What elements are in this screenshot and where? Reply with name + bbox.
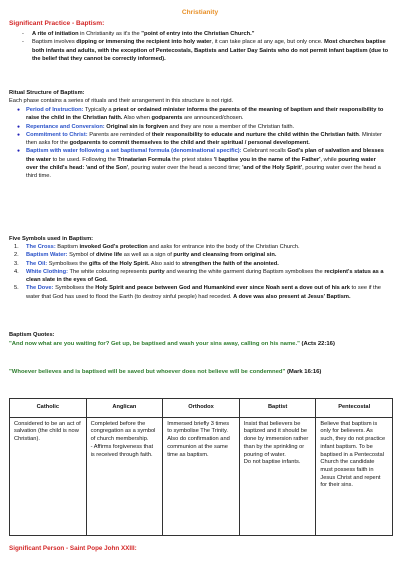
table-header: Anglican [86,399,163,418]
ritual-item: ● Commitment to Christ: Parents are reminded of their responsibility to educate and nurture the child within the Christian faith. Minister then asks for the godparents to commit themselves to the child and their spiritual / personal development. [9,131,389,148]
ritual-item: ● Repentance and Conversion: Original sin is forgiven and they are now a member of the Christian faith. [9,123,389,131]
quote-acts: "And now what are you waiting for? Get up, be baptised and wash your sins away, calling on his name." (Acts 22:16) [9,341,335,347]
next-section-heading: Significant Person - Saint Pope John XXIII: [9,545,137,552]
table-cell: Insist that believers be baptized and it should be done by immersion rather than by the sprinkling or pouring of water. Do not baptise infants. [239,417,316,535]
symbols-list [9,243,392,301]
symbol-item: 3. The Oil: Symbolises the gifts of the Holy Spirit. Also said to strengthen the faith of the anointed. [14,260,279,267]
practice-list [20,30,390,63]
table-row [10,417,393,535]
table-header: Baptist [239,399,316,418]
ritual-heading: Ritual Structure of Baptism: [9,90,85,96]
symbols-heading: Five Symbols used in Baptism: [9,236,94,242]
symbol-item: 2. Baptism Water: Symbol of divine life as well as a sign of purity and cleansing from original sin. [14,252,277,259]
page-title: Christianity [181,9,219,16]
practice-item: - A rite of initiation in Christianity as it's the "point of entry into the Christian Church." [20,30,390,38]
denomination-table [9,398,393,536]
symbol-item: 1. The Cross: Baptism invoked God's protection and asks for entrance into the body of the Christian Church. [14,244,300,250]
table-header: Orthodox [163,399,240,418]
ritual-item: ● Period of Instruction: Typically a priest or ordained minister informs the parents of the meaning of baptism and their responsibility to raise the child in the Christian faith. Also when godparents are announced/chosen. [9,106,389,123]
table-cell: Completed before the congregation as a symbol of church membership. - Affirms forgiveness that is received through faith. [86,417,163,535]
practice-heading: Significant Practice - Baptism: [9,20,105,27]
ritual-item: ● Baptism with water following a set baptismal formula (denominational specific): Celebrant recalls God's plan of salvation and blesses the water to be used. Following the Trinatarian Formula the priest states 'I baptise you in the name of the Father', while pouring water over the child's head: 'and of the Son', pouring water over the head a second time; 'and of the Holy Spirit', pouring water over the head a third time. [9,147,389,180]
table-header-row [10,399,393,418]
table-cell: Immersed briefly 3 times to symbolise The Trinity. Also do confirmation and communion at the same time as baptism. [163,417,240,535]
ritual-intro: Each phase contains a series of rituals and their arrangement in this structure is not rigid. [9,98,234,104]
symbol-item: 4. White Clothing: The white colouring represents purity and wearing the white garment during Baptism symbolises the recipient's status as a clean slate in the eyes of God. [14,268,384,284]
table-header: Catholic [10,399,87,418]
table-cell: Considered to be an act of salvation (the child is now Christian). [10,417,87,535]
table-header: Pentecostal [316,399,393,418]
table-cell: Believe that baptism is only for believers. As such, they do not practice infant baptism. To be baptised in a Pentecostal Church the candidate must possess faith in Jesus Christ and repent for their sins. [316,417,393,535]
ritual-list [9,106,389,181]
quotes-heading: Baptism Quotes: [9,332,55,338]
quote-mark: "Whoever believes and is baptised will be saved but whoever does not believe will be condemned" (Mark 16:16) [9,369,322,375]
practice-item: - Baptism involves dipping or immersing the recipient into holy water, it can take place at any age, but only once. Most churches baptise both infants and adults, with the exception of Pentecostals, Baptists and Latter Day Saints who do not permit infant baptism (due to the belief that they cannot be correctly informed). [20,38,390,63]
symbol-item: 5. The Dove: Symbolises the Holy Spirit and peace between God and Humankind ever since Noah sent a dove out of his ark to see if the water that God has used to flood the Earth (to destroy sinful people) had receded. A dove was also present at Jesus' Baptism. [14,285,381,300]
